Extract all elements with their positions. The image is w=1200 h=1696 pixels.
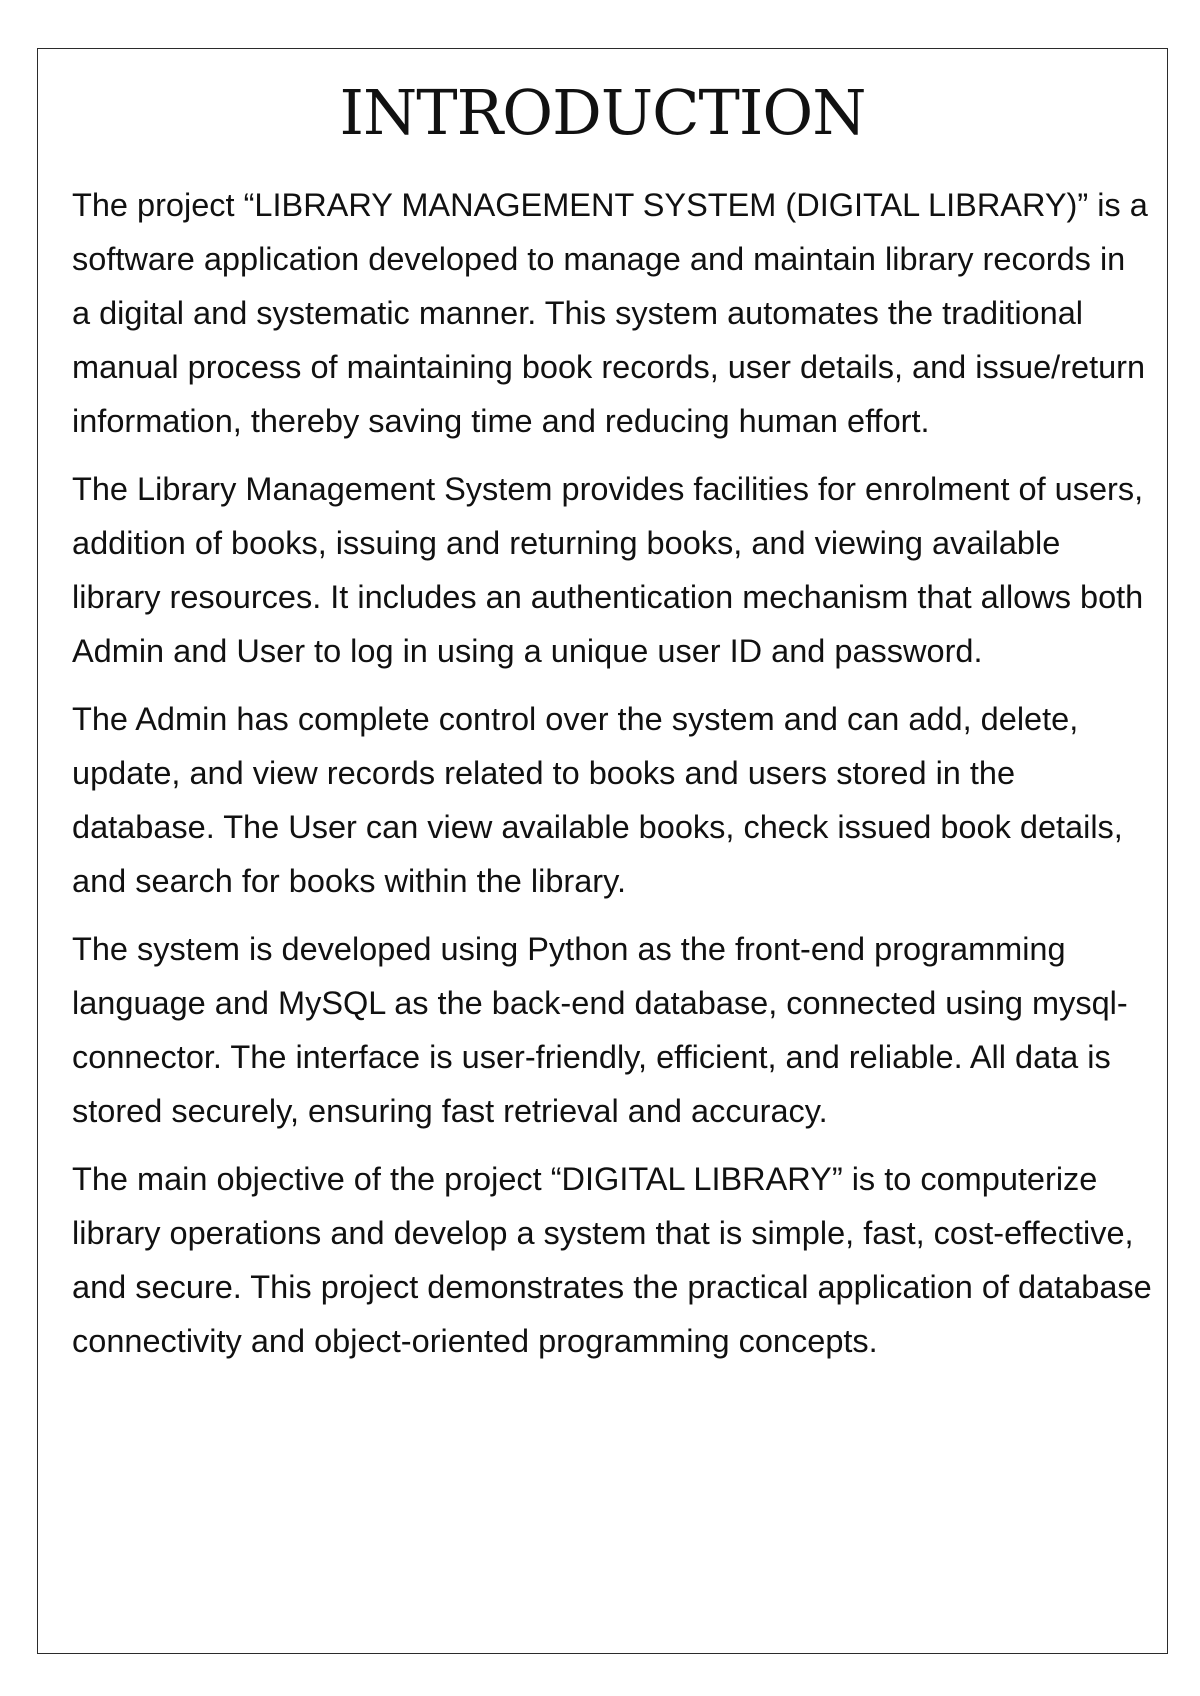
paragraph-project-overview: The project “LIBRARY MANAGEMENT SYSTEM (DIGITAL LIBRARY)” is a software application developed to manage and maintain library records in a digital and systematic manner. This system automates the traditional manual process of maintaining book records, user details, and issue/return information, thereby saving time and reducing human effort. bbox=[72, 187, 1148, 439]
document-body bbox=[72, 178, 1152, 1382]
paragraph-admin-user-roles: The Admin has complete control over the system and can add, delete, update, and view records related to books and users stored in the database. The User can view available books, check issued book details, and search for books within the library. bbox=[72, 701, 1123, 899]
paragraph-technology-stack: The system is developed using Python as the front-end programming language and MySQL as the back-end database, connected using mysql-connector. The interface is user-friendly, efficient, and reliable. All data is stored securely, ensuring fast retrieval and accuracy. bbox=[72, 931, 1128, 1129]
paragraph-system-features: The Library Management System provides facilities for enrolment of users, addition of books, issuing and returning books, and viewing available library resources. It includes an authentication mechanism that allows both Admin and User to log in using a unique user ID and password. bbox=[72, 471, 1144, 669]
paragraph-project-objective: The main objective of the project “DIGITAL LIBRARY” is to computerize library operations and develop a system that is simple, fast, cost-effective, and secure. This project demonstrates the practical application of database connectivity and object-oriented programming concepts. bbox=[72, 1161, 1152, 1359]
page-title: INTRODUCTION bbox=[339, 76, 866, 149]
